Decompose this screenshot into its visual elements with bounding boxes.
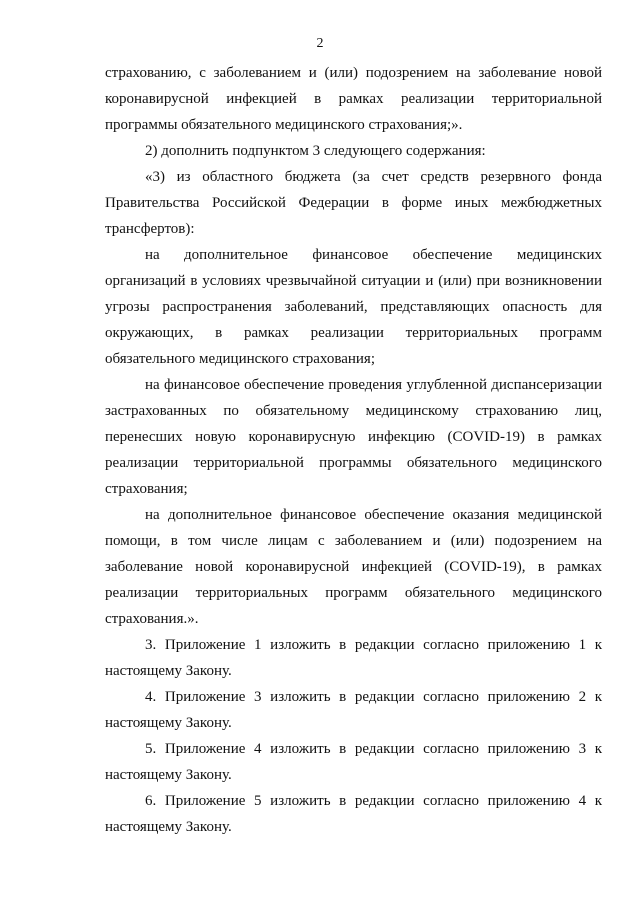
paragraph-subitem-3: «3) из областного бюджета (за счет средств резервного фонда Правительства Российской Федерации в форме иных межбюджетных трансфертов): (105, 169, 602, 237)
paragraph-subitem-2: 2) дополнить подпунктом 3 следующего содержания: (145, 143, 486, 159)
document-body (105, 60, 602, 840)
paragraph-item-3: 3. Приложение 1 изложить в редакции согласно приложению 1 к настоящему Закону. (105, 637, 602, 679)
paragraph-covid-care-funding: на дополнительное финансовое обеспечение оказания медицинской помощи, в том числе лицам с заболеванием и (или) подозрением на заболевание новой коронавирусной инфекцией (COVID-19), в рамках реализации территориальных программ обязательного медицинского страхования.». (105, 507, 602, 627)
paragraph-item-5: 5. Приложение 4 изложить в редакции согласно приложению 3 к настоящему Закону. (105, 741, 602, 783)
paragraph-continuation: страхованию, с заболеванием и (или) подозрением на заболевание новой коронавирусной инфекцией в рамках реализации территориальной программы обязательного медицинского страхования;». (105, 65, 602, 133)
paragraph-emergency-funding: на дополнительное финансовое обеспечение медицинских организаций в условиях чрезвычайной ситуации и (или) при возникновении угрозы распространения заболеваний, представляющих опасность для окружающих, в рамках реализации территориальных программ обязательного медицинского страхования; (105, 247, 602, 367)
paragraph-dispensary-funding: на финансовое обеспечение проведения углубленной диспансеризации застрахованных по обязательному медицинскому страхованию лиц, перенесших новую коронавирусную инфекцию (COVID-19) в рамках реализации территориальной программы обязательного медицинского страхования; (105, 377, 602, 497)
paragraph-item-6: 6. Приложение 5 изложить в редакции согласно приложению 4 к настоящему Закону. (105, 793, 602, 835)
page-number: 2 (316, 36, 324, 51)
paragraph-item-4: 4. Приложение 3 изложить в редакции согласно приложению 2 к настоящему Закону. (105, 689, 602, 731)
